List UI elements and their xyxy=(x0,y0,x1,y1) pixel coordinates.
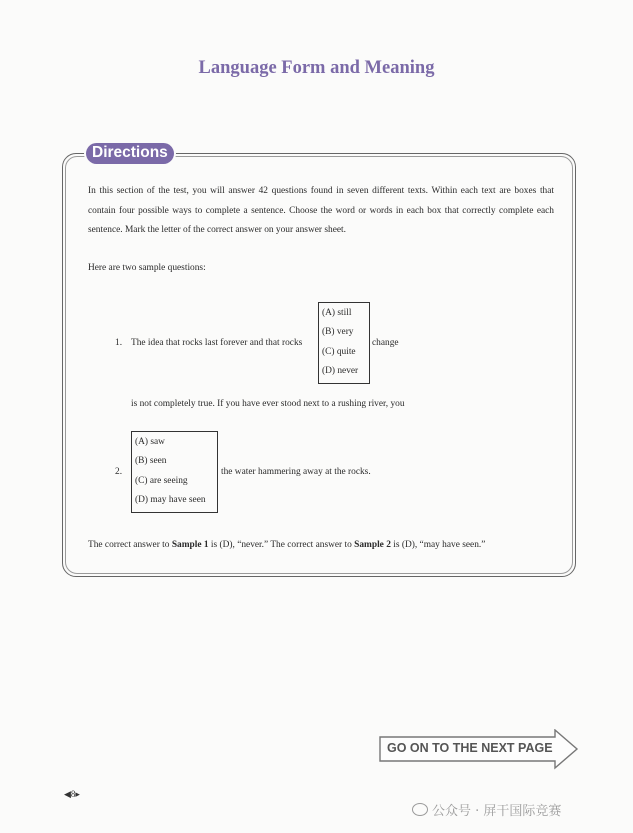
q1-text-before: The idea that rocks last forever and that rocks xyxy=(131,338,303,348)
samples-intro: Here are two sample questions: xyxy=(88,263,206,273)
page-number: ◀8▸ xyxy=(64,789,80,799)
q1-option-a[interactable]: (A) still xyxy=(322,308,352,318)
wechat-icon xyxy=(412,803,428,816)
answer-line: The correct answer to Sample 1 is (D), “never.” The correct answer to Sample 2 is (D), “may have seen.” xyxy=(88,540,486,550)
q2-option-b[interactable]: (B) seen xyxy=(135,456,167,466)
q1-option-c[interactable]: (C) quite xyxy=(322,347,356,357)
q1-options-box xyxy=(318,302,370,384)
q1-text-after: change xyxy=(372,338,399,348)
q1-number: 1. xyxy=(115,338,123,348)
q1-option-b[interactable]: (B) very xyxy=(322,327,354,337)
q1-continuation: is not completely true. If you have ever stood next to a rushing river, you xyxy=(131,399,405,409)
directions-intro: In this section of the test, you will answer 42 questions found in seven different texts. Within each text are boxes that contain four possible ways to complete a sentence. Choose the word or words in each box that correctly complete each sentence. Mark the letter of the correct answer on your answer sheet. xyxy=(88,186,554,235)
q2-number: 2. xyxy=(115,467,123,477)
q2-options-box xyxy=(131,431,218,513)
next-page-label: GO ON TO THE NEXT PAGE xyxy=(387,741,553,755)
watermark: 公众号 · 屏干国际竞赛 xyxy=(412,800,561,819)
directions-label: Directions xyxy=(86,143,174,164)
q2-text-after: the water hammering away at the rocks. xyxy=(221,467,371,477)
q2-option-a[interactable]: (A) saw xyxy=(135,437,165,447)
page-title: Language Form and Meaning xyxy=(198,58,435,78)
q1-option-d[interactable]: (D) never xyxy=(322,366,359,376)
q2-option-d[interactable]: (D) may have seen xyxy=(135,495,206,505)
q2-option-c[interactable]: (C) are seeing xyxy=(135,476,188,486)
